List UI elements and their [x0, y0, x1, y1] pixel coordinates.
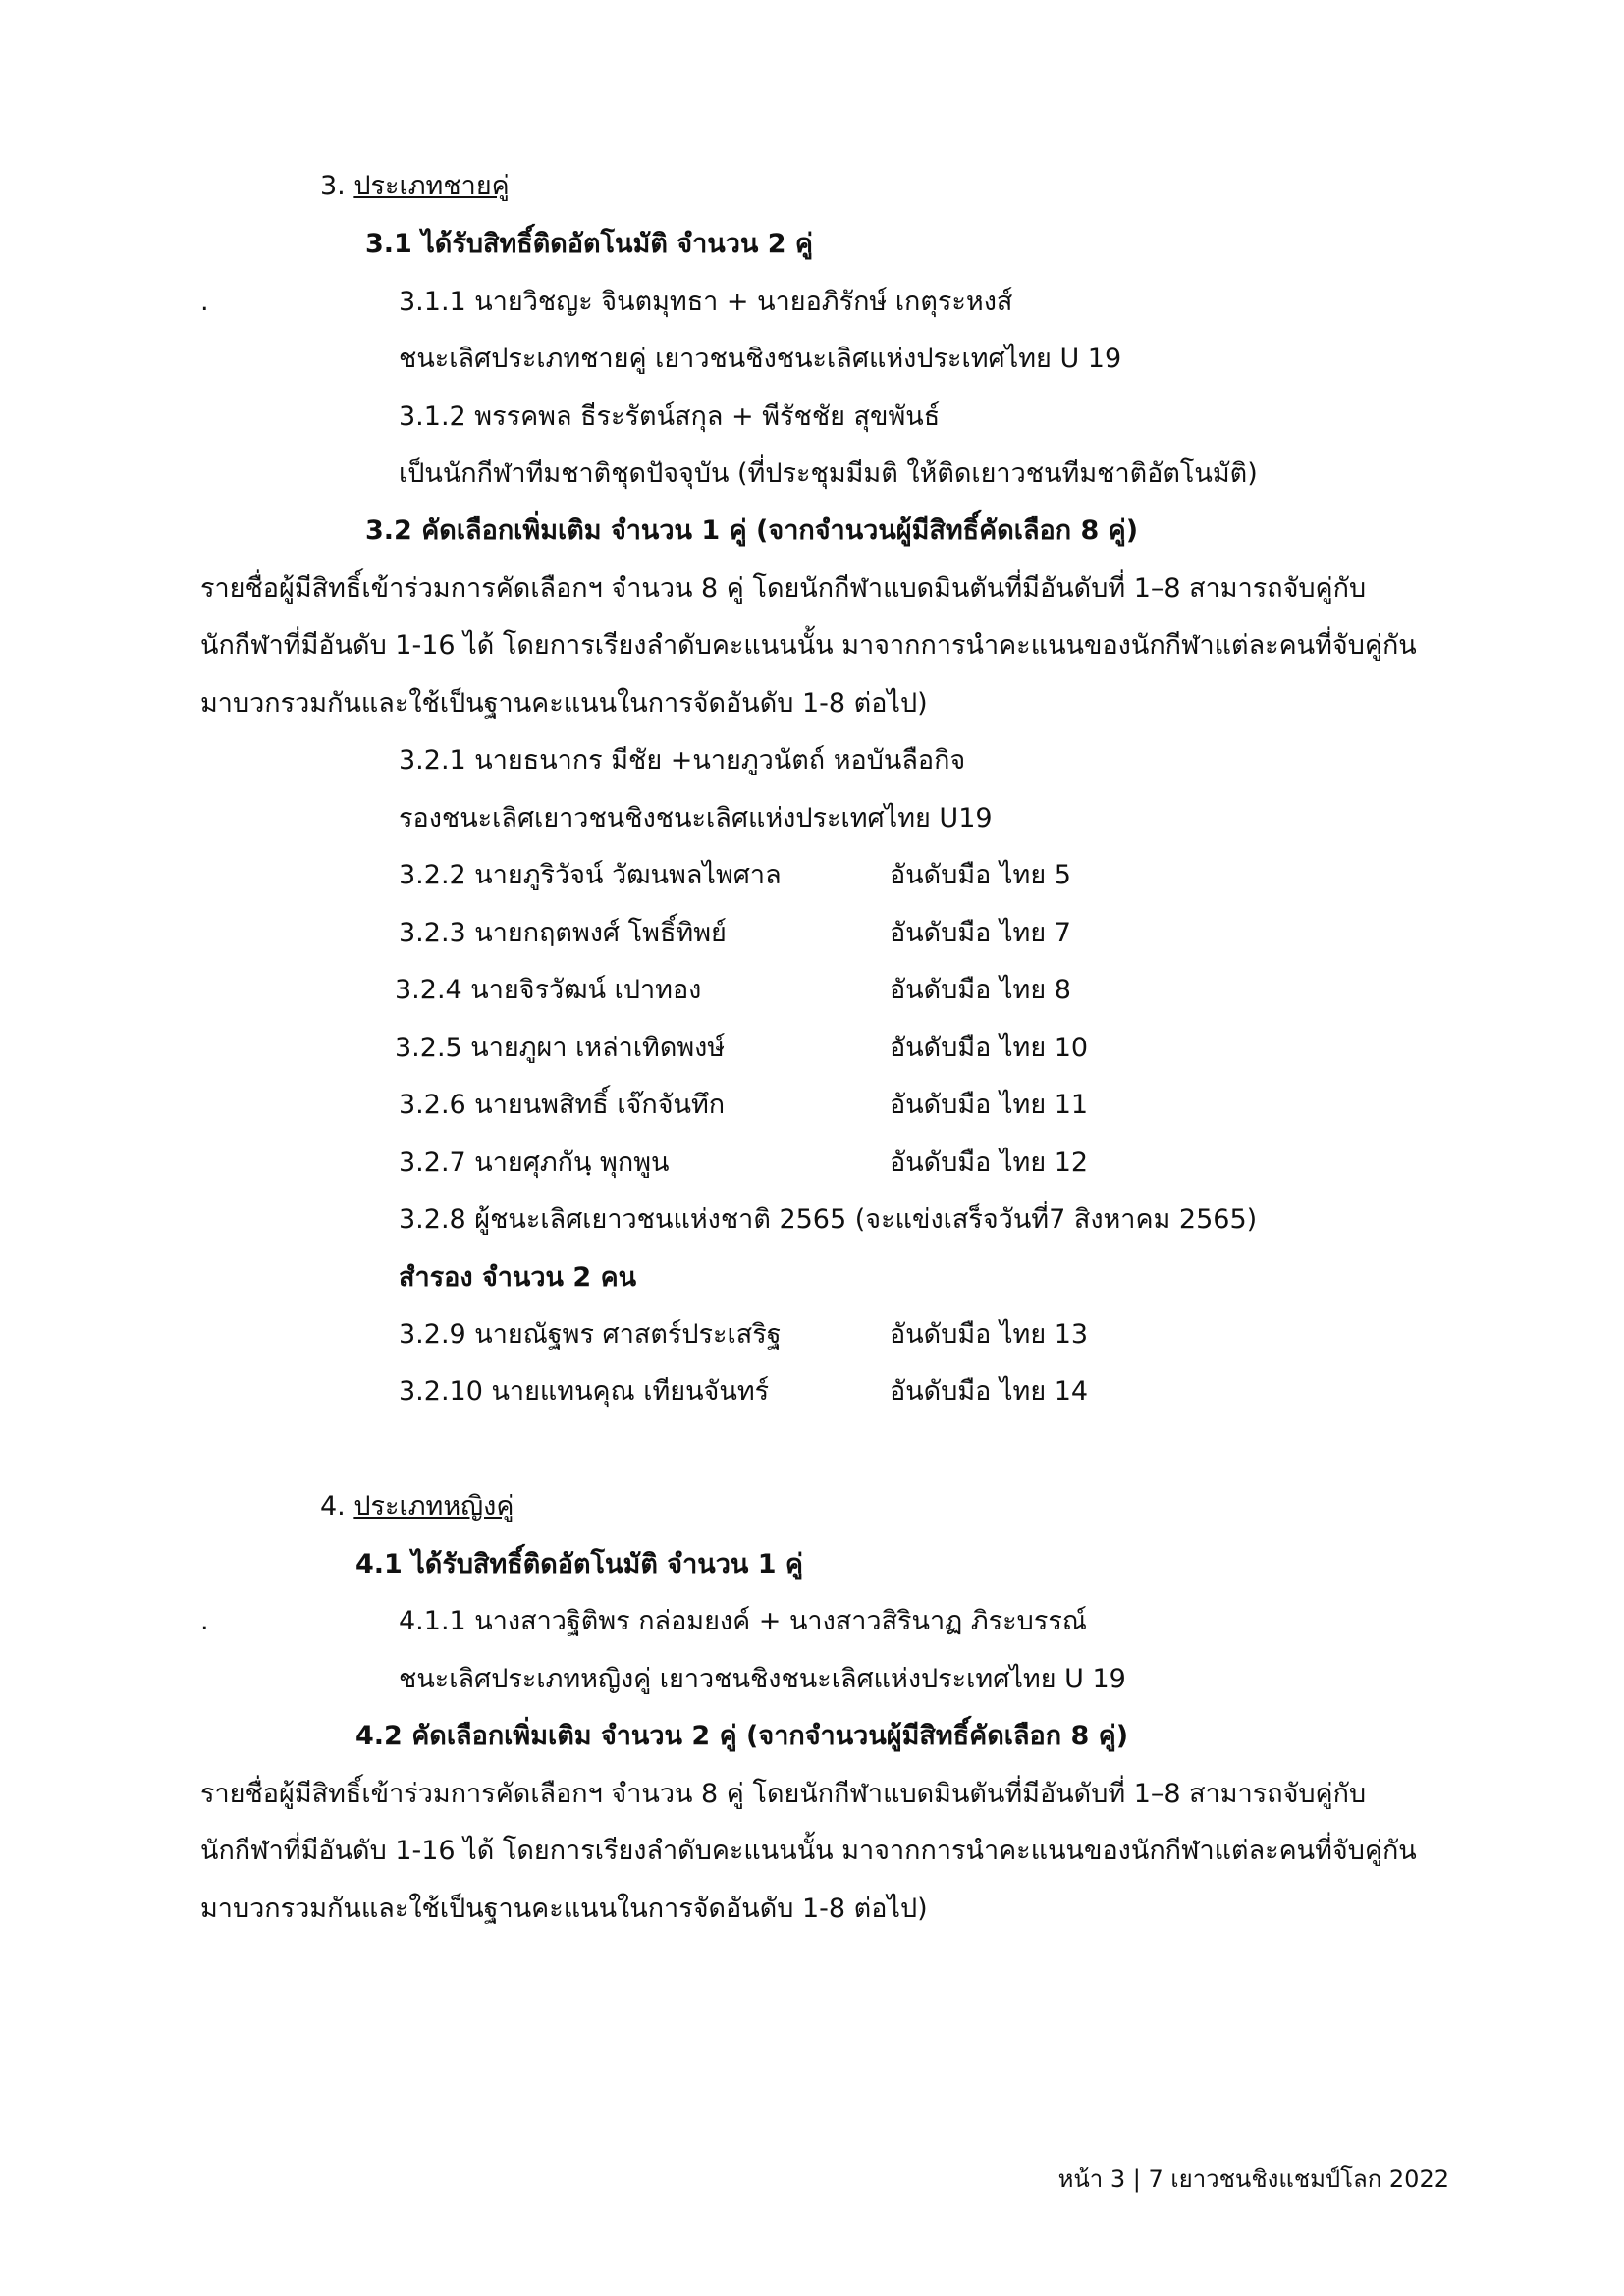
bullet-dot-3: . [200, 287, 209, 317]
subsection-3-2-heading: 3.2 คัดเลือกเพิ่มเติม จำนวน 1 คู่ (จากจำนวนผู้มีสิทธิ์คัดเลือก 8 คู่) [365, 515, 1139, 546]
ranked-rank: อันดับมือ ไทย 7 [890, 918, 1071, 948]
subsection-3-1-heading: 3.1 ได้รับสิทธิ์ติดอัตโนมัติ จำนวน 2 คู่ [365, 229, 813, 259]
reserve-name: 3.2.10 นายแทนคุณ เทียนจันทร์ [399, 1376, 770, 1407]
reserve-rank: อันดับมือ ไทย 13 [890, 1319, 1089, 1350]
ranked-rank: อันดับมือ ไทย 8 [890, 975, 1071, 1005]
paragraph-4-line-1: รายชื่อผู้มีสิทธิ์เข้าร่วมการคัดเลือกฯ จำนวน 8 คู่ โดยนักกีฬาแบดมินตันที่มีอันดับที่ 1–8 สามารถจับคู่กับ [200, 1779, 1367, 1809]
subsection-4-2-heading: 4.2 คัดเลือกเพิ่มเติม จำนวน 2 คู่ (จากจำนวนผู้มีสิทธิ์คัดเลือก 8 คู่) [355, 1721, 1129, 1751]
ranked-rank: อันดับมือ ไทย 5 [890, 860, 1071, 890]
section-4-title: ประเภทหญิงคู่ [353, 1491, 514, 1522]
ranked-rank: อันดับมือ ไทย 11 [890, 1090, 1089, 1120]
paragraph-4-line-3: มาบวกรวมกันและใช้เป็นฐานคะแนนในการจัดอันดับ 1-8 ต่อไป) [200, 1894, 928, 1924]
ranked-name: 3.2.5 นายภูผา เหล่าเทิดพงษ์ [395, 1033, 726, 1063]
paragraph-3-line-2: นักกีฬาที่มีอันดับ 1-16 ได้ โดยการเรียงลำดับคะแนนนั้น มาจากการนำคะแนนของนักกีฬาแต่ละคนที่จับคู่กัน [200, 630, 1417, 661]
ranked-name: 3.2.6 นายนพสิทธิ์ เจ๊กจันทึก [399, 1090, 726, 1120]
item-3-1-2: 3.1.2 พรรคพล ธีระรัตน์สกุล + พีรัชชัย สุขพันธ์ [399, 401, 941, 432]
item-3-2-1: 3.2.1 นายธนากร มีชัย +นายภูวนัตถ์ หอบันลือกิจ [399, 745, 966, 775]
section-4-heading [320, 1487, 514, 1526]
item-4-1-1-note: ชนะเลิศประเภทหญิงคู่ เยาวชนชิงชนะเลิศแห่งประเทศไทย U 19 [399, 1664, 1126, 1694]
item-3-1-1: 3.1.1 นายวิชญะ จินตมุทธา + นายอภิรักษ์ เกตุระหงส์ [399, 287, 1013, 317]
ranked-name: 3.2.7 นายศุภกันฺ พุกพูน [399, 1148, 670, 1178]
reserve-heading: สำรอง จำนวน 2 คน [399, 1262, 637, 1293]
item-3-1-2-note: เป็นนักกีฬาทีมชาติชุดปัจจุบัน (ที่ประชุมมีมติ ให้ติดเยาวชนทีมชาติอัตโนมัติ) [399, 458, 1258, 489]
section-3-number: 3. [320, 171, 346, 201]
reserve-name: 3.2.9 นายณัฐพร ศาสตร์ประเสริฐ [399, 1319, 782, 1350]
ranked-name: 3.2.3 นายกฤตพงศ์ โพธิ์ทิพย์ [399, 918, 727, 948]
ranked-name: 3.2.4 นายจิรวัฒน์ เปาทอง [395, 975, 702, 1005]
item-3-2-1-note: รองชนะเลิศเยาวชนชิงชนะเลิศแห่งประเทศไทย U19 [399, 803, 993, 833]
subsection-4-1-heading: 4.1 ได้รับสิทธิ์ติดอัตโนมัติ จำนวน 1 คู่ [355, 1549, 803, 1579]
item-3-2-8: 3.2.8 ผู้ชนะเลิศเยาวชนแห่งชาติ 2565 (จะแข่งเสร็จวันที่7 สิงหาคม 2565) [399, 1204, 1258, 1235]
paragraph-3-line-1: รายชื่อผู้มีสิทธิ์เข้าร่วมการคัดเลือกฯ จำนวน 8 คู่ โดยนักกีฬาแบดมินตันที่มีอันดับที่ 1–8 สามารถจับคู่กับ [200, 573, 1367, 604]
bullet-dot-4: . [200, 1606, 209, 1636]
section-3-title: ประเภทชายคู่ [353, 171, 510, 201]
paragraph-3-line-3: มาบวกรวมกันและใช้เป็นฐานคะแนนในการจัดอันดับ 1-8 ต่อไป) [200, 688, 928, 719]
page-footer: หน้า 3 | 7 เยาวชนชิงแชมป์โลก 2022 [1057, 2165, 1449, 2193]
ranked-name: 3.2.2 นายภูริวัจน์ วัฒนพลไพศาล [399, 860, 782, 890]
ranked-rank: อันดับมือ ไทย 10 [890, 1033, 1089, 1063]
section-3-heading [320, 167, 510, 206]
item-3-1-1-note: ชนะเลิศประเภทชายคู่ เยาวชนชิงชนะเลิศแห่งประเทศไทย U 19 [399, 344, 1122, 374]
ranked-rank: อันดับมือ ไทย 12 [890, 1148, 1089, 1178]
section-4-number: 4. [320, 1491, 346, 1522]
paragraph-4-line-2: นักกีฬาที่มีอันดับ 1-16 ได้ โดยการเรียงลำดับคะแนนนั้น มาจากการนำคะแนนของนักกีฬาแต่ละคนที่จับคู่กัน [200, 1836, 1417, 1866]
reserve-rank: อันดับมือ ไทย 14 [890, 1376, 1089, 1407]
item-4-1-1: 4.1.1 นางสาวฐิติพร กล่อมยงค์ + นางสาวสิรินาฏ ภิระบรรณ์ [399, 1606, 1087, 1636]
